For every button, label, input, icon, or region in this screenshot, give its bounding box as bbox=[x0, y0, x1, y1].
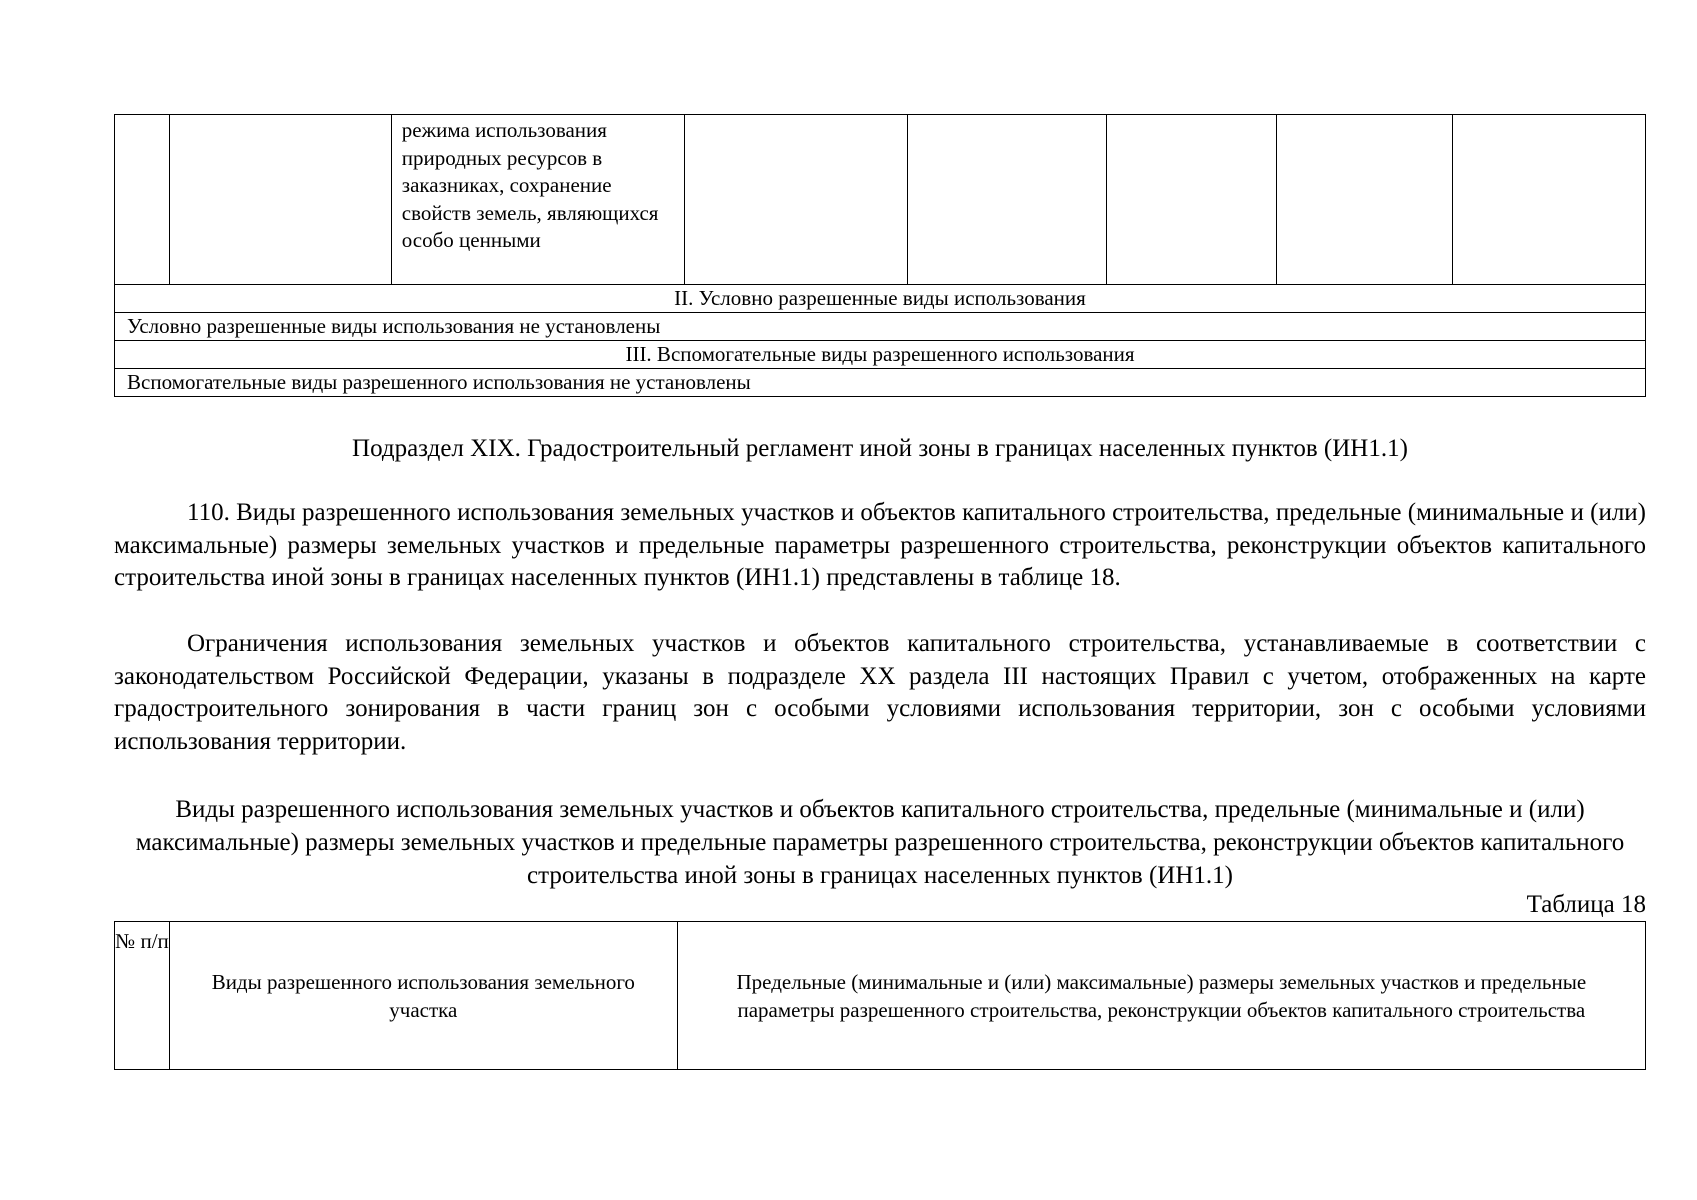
table-row bbox=[115, 115, 1646, 285]
table-cell bbox=[684, 115, 907, 285]
note-auxiliary: Вспомогательные виды разрешенного использования не установлены bbox=[115, 369, 1646, 397]
note-row bbox=[115, 369, 1646, 397]
header-number: № п/п bbox=[115, 922, 170, 1070]
table-cell bbox=[907, 115, 1107, 285]
table-18 bbox=[114, 921, 1646, 1070]
table-label: Таблица 18 bbox=[1526, 891, 1646, 918]
section-header-conditional: II. Условно разрешенные виды использования bbox=[115, 285, 1646, 313]
note-conditional: Условно разрешенные виды использования не установлены bbox=[115, 313, 1646, 341]
header-use-types: Виды разрешенного использования земельного участка bbox=[169, 922, 677, 1070]
table-caption: Виды разрешенного использования земельных участков и объектов капитального строительства, предельные (минимальные и (или) максимальные) размеры земельных участков и предельные параметры разрешенного строительства, реконструкции объектов капитального строительства иной зоны в границах населенных пунктов (ИН1.1) bbox=[135, 796, 1625, 889]
paragraph-110: 110. Виды разрешенного использования земельных участков и объектов капитального строительства, предельные (минимальные и (или) максимальные) размеры земельных участков и предельные параметры разрешенного строительства, реконструкции объектов капитального строительства иной зоны в границах населенных пунктов (ИН1.1) представлены в таблице 18. bbox=[114, 499, 1646, 592]
table-cell bbox=[169, 115, 391, 285]
table-cell-text: режима использования природных ресурсов в заказниках, сохранение свойств земель, являющихся особо ценными bbox=[391, 115, 684, 285]
header-limits: Предельные (минимальные и (или) максимальные) размеры земельных участков и предельные параметры разрешенного строительства, реконструкции объектов капитального строительства bbox=[677, 922, 1645, 1070]
table-cell bbox=[1277, 115, 1453, 285]
section-header-row bbox=[115, 341, 1646, 369]
section-header-row bbox=[115, 285, 1646, 313]
table-cell bbox=[1107, 115, 1277, 285]
subsection-title: Подраздел XIX. Градостроительный регламент иной зоны в границах населенных пунктов (ИН1.1) bbox=[352, 435, 1408, 462]
paragraph-restrictions: Ограничения использования земельных участков и объектов капитального строительства, устанавливаемые в соответствии с законодательством Российской Федерации, указаны в подразделе XX раздела III настоящих Правил с учетом, отображенных на карте градостроительного зонирования в части границ зон с особыми условиями использования территории, зон с особыми условиями использования территории. bbox=[114, 630, 1646, 755]
continuation-table bbox=[114, 114, 1646, 397]
table-cell bbox=[115, 115, 170, 285]
table-header-row bbox=[115, 922, 1646, 1070]
note-row bbox=[115, 313, 1646, 341]
table-cell bbox=[1453, 115, 1646, 285]
section-header-auxiliary: III. Вспомогательные виды разрешенного использования bbox=[115, 341, 1646, 369]
